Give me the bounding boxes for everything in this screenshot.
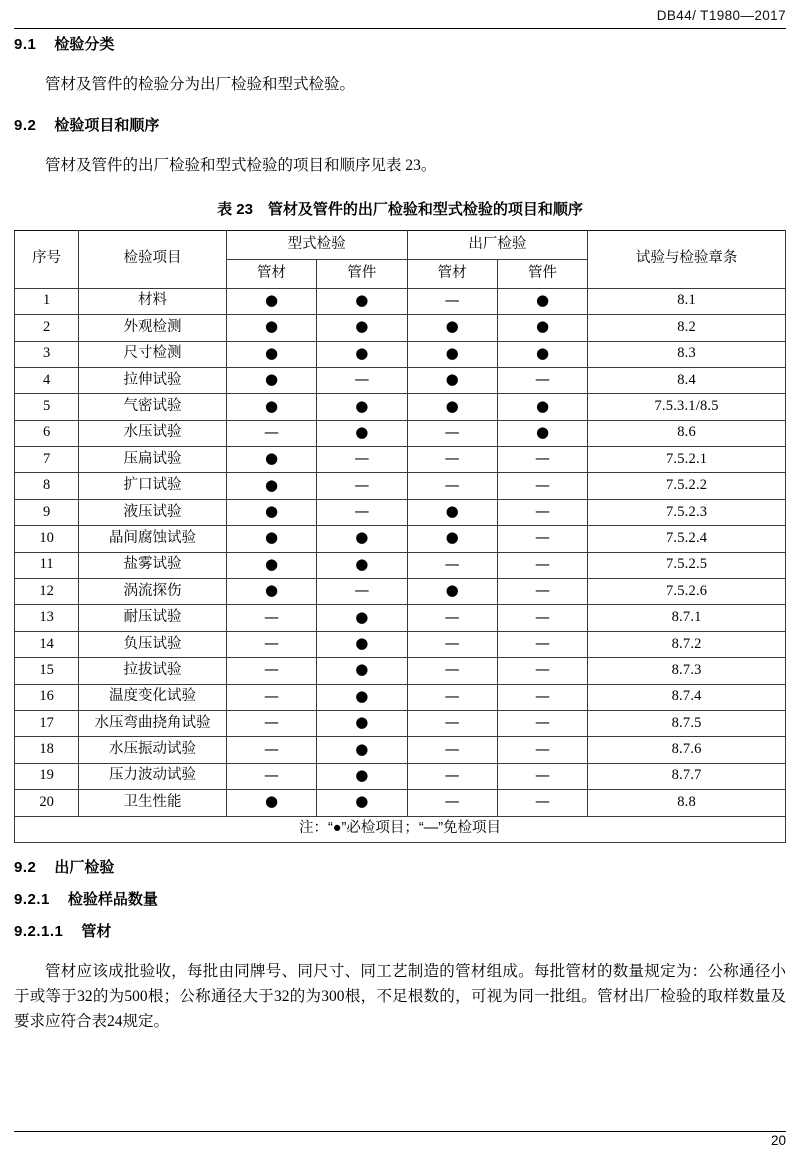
cell-type-pipe (226, 341, 316, 367)
col-header-factory-pipe: 管材 (407, 259, 497, 288)
cell-factory-fitting (497, 790, 587, 816)
cell-type-pipe (226, 394, 316, 420)
cell-reference: 8.7.4 (588, 684, 786, 710)
cell-item: 晶间腐蚀试验 (79, 526, 227, 552)
table-row (15, 526, 786, 552)
exempt-mark-icon: — (354, 370, 370, 389)
cell-type-fitting (317, 605, 407, 631)
cell-seq: 15 (15, 658, 79, 684)
exempt-mark-icon: — (535, 581, 551, 600)
cell-factory-pipe (407, 288, 497, 314)
cell-type-pipe (226, 315, 316, 341)
col-header-item: 检验项目 (79, 230, 227, 288)
required-mark-icon: ● (535, 343, 550, 362)
cell-type-pipe (226, 552, 316, 578)
table-row (15, 631, 786, 657)
cell-factory-fitting (497, 420, 587, 446)
cell-type-pipe (226, 288, 316, 314)
required-mark-icon: ● (445, 396, 459, 415)
cell-reference: 7.5.2.2 (588, 473, 786, 499)
cell-factory-pipe (407, 631, 497, 657)
col-header-reference: 试验与检验章条 (588, 230, 786, 288)
heading-9-2-1-title: 检验样品数量 (67, 890, 158, 908)
cell-reference: 8.4 (588, 367, 786, 393)
cell-reference: 8.7.1 (588, 605, 786, 631)
exempt-mark-icon: — (263, 713, 279, 732)
cell-seq: 5 (15, 394, 79, 420)
required-mark-icon: ● (535, 396, 550, 415)
paragraph-9-2-1-1: 管材应该成批验收，每批由同牌号、同尺寸、同工艺制造的管材组成。每批管材的数量规定为：公称通径小于或等于32的为500根；公称通径大于32的为300根，不足根数的，可视为同一批组。管材出厂检验的取样数量及要求应符合表24规定。 (14, 962, 786, 1031)
cell-type-fitting (317, 631, 407, 657)
cell-type-pipe (226, 367, 316, 393)
heading-9-2-1-number: 9.2.1 (14, 890, 50, 908)
cell-factory-fitting (497, 315, 587, 341)
exempt-mark-icon: — (444, 554, 460, 573)
cell-type-fitting (317, 658, 407, 684)
exempt-mark-icon: — (535, 607, 551, 626)
cell-item: 尺寸检测 (79, 341, 227, 367)
required-mark-icon: ● (355, 290, 369, 309)
exempt-mark-icon: — (535, 660, 551, 679)
required-mark-icon: ● (355, 634, 369, 653)
exempt-mark-icon: — (354, 581, 370, 600)
cell-type-pipe (226, 447, 316, 473)
cell-reference: 8.1 (588, 288, 786, 314)
table-23-body (15, 288, 786, 816)
cell-factory-fitting (497, 684, 587, 710)
exempt-mark-icon: — (263, 422, 279, 441)
cell-item: 温度变化试验 (79, 684, 227, 710)
required-mark-icon: ● (355, 792, 369, 811)
cell-factory-fitting (497, 473, 587, 499)
cell-type-pipe (226, 420, 316, 446)
cell-reference: 8.8 (588, 790, 786, 816)
required-mark-icon: ● (264, 581, 279, 600)
cell-factory-fitting (497, 658, 587, 684)
exempt-mark-icon: — (535, 475, 551, 494)
required-mark-icon: ● (264, 317, 279, 336)
required-mark-icon: ● (445, 502, 459, 521)
required-mark-icon: ● (445, 317, 459, 336)
cell-item: 耐压试验 (79, 605, 227, 631)
cell-item: 材料 (79, 288, 227, 314)
cell-type-pipe (226, 658, 316, 684)
cell-item: 液压试验 (79, 499, 227, 525)
page-header (14, 8, 786, 28)
cell-type-pipe (226, 605, 316, 631)
cell-item: 扩口试验 (79, 473, 227, 499)
table-23 (14, 230, 786, 843)
cell-factory-pipe (407, 763, 497, 789)
required-mark-icon: ● (355, 713, 369, 732)
cell-factory-pipe (407, 658, 497, 684)
cell-seq: 16 (15, 684, 79, 710)
cell-factory-fitting (497, 710, 587, 736)
table-23-caption: 表 23 管材及管件的出厂检验和型式检验的项目和顺序 (217, 201, 583, 219)
table-row (15, 710, 786, 736)
cell-seq: 17 (15, 710, 79, 736)
exempt-mark-icon: — (444, 765, 460, 784)
exempt-mark-icon: — (444, 660, 460, 679)
heading-9-2-1-1-number: 9.2.1.1 (14, 922, 64, 940)
cell-seq: 12 (15, 579, 79, 605)
cell-reference: 8.7.5 (588, 710, 786, 736)
heading-9-2-factory (14, 859, 786, 877)
cell-seq: 10 (15, 526, 79, 552)
exempt-mark-icon: — (444, 607, 460, 626)
exempt-mark-icon: — (354, 502, 370, 521)
cell-seq: 4 (15, 367, 79, 393)
required-mark-icon: ● (264, 792, 279, 811)
table-row (15, 420, 786, 446)
cell-reference: 8.7.2 (588, 631, 786, 657)
required-mark-icon: ● (355, 739, 369, 758)
cell-reference: 8.7.7 (588, 763, 786, 789)
cell-factory-fitting (497, 288, 587, 314)
cell-factory-fitting (497, 631, 587, 657)
cell-factory-pipe (407, 605, 497, 631)
table-row (15, 790, 786, 816)
cell-type-fitting (317, 710, 407, 736)
cell-type-pipe (226, 737, 316, 763)
cell-type-pipe (226, 473, 316, 499)
cell-factory-fitting (497, 737, 587, 763)
cell-type-pipe (226, 631, 316, 657)
table-row (15, 737, 786, 763)
cell-type-pipe (226, 710, 316, 736)
col-header-factory-inspection: 出厂检验 (407, 230, 588, 259)
cell-seq: 1 (15, 288, 79, 314)
col-header-type-inspection: 型式检验 (226, 230, 407, 259)
required-mark-icon: ● (264, 290, 279, 309)
required-mark-icon: ● (264, 475, 279, 494)
cell-seq: 3 (15, 341, 79, 367)
heading-9-2-1 (14, 891, 786, 909)
required-mark-icon: ● (264, 449, 279, 468)
page-content (14, 36, 786, 1034)
paragraph-9-2: 管材及管件的出厂检验和型式检验的项目和顺序见表 23。 (45, 157, 437, 175)
cell-item: 水压振动试验 (79, 737, 227, 763)
exempt-mark-icon: — (263, 660, 279, 679)
table-note: 注：“●”必检项目；“—”免检项目 (15, 816, 786, 842)
heading-9-2-1-1 (14, 923, 786, 941)
cell-type-fitting (317, 315, 407, 341)
exempt-mark-icon: — (535, 634, 551, 653)
exempt-mark-icon: — (444, 792, 460, 811)
cell-seq: 14 (15, 631, 79, 657)
exempt-mark-icon: — (444, 449, 460, 468)
exempt-mark-icon: — (444, 634, 460, 653)
table-row (15, 499, 786, 525)
cell-factory-pipe (407, 526, 497, 552)
cell-type-fitting (317, 499, 407, 525)
exempt-mark-icon: — (535, 528, 551, 547)
exempt-mark-icon: — (535, 502, 551, 521)
cell-item: 水压弯曲挠角试验 (79, 710, 227, 736)
table-row (15, 605, 786, 631)
cell-factory-pipe (407, 710, 497, 736)
required-mark-icon: ● (264, 528, 279, 547)
cell-type-pipe (226, 526, 316, 552)
cell-type-pipe (226, 790, 316, 816)
cell-factory-pipe (407, 420, 497, 446)
cell-type-fitting (317, 763, 407, 789)
cell-type-fitting (317, 684, 407, 710)
exempt-mark-icon: — (444, 686, 460, 705)
cell-type-pipe (226, 499, 316, 525)
exempt-mark-icon: — (354, 449, 370, 468)
cell-seq: 9 (15, 499, 79, 525)
cell-item: 压力波动试验 (79, 763, 227, 789)
cell-type-pipe (226, 684, 316, 710)
exempt-mark-icon: — (263, 765, 279, 784)
heading-9-2-factory-title: 出厂检验 (54, 858, 115, 876)
required-mark-icon: ● (355, 343, 369, 362)
cell-factory-pipe (407, 473, 497, 499)
exempt-mark-icon: — (535, 554, 551, 573)
heading-9-2-factory-number: 9.2 (14, 858, 37, 876)
table-row (15, 367, 786, 393)
col-header-factory-fitting: 管件 (497, 259, 587, 288)
table-header-row-1 (15, 230, 786, 259)
required-mark-icon: ● (264, 554, 279, 573)
cell-reference: 8.3 (588, 341, 786, 367)
exempt-mark-icon: — (535, 370, 551, 389)
required-mark-icon: ● (445, 528, 459, 547)
cell-reference: 8.6 (588, 420, 786, 446)
table-row (15, 341, 786, 367)
required-mark-icon: ● (264, 502, 279, 521)
table-row (15, 394, 786, 420)
cell-reference: 8.7.6 (588, 737, 786, 763)
cell-type-fitting (317, 288, 407, 314)
cell-factory-pipe (407, 367, 497, 393)
cell-factory-pipe (407, 447, 497, 473)
footer-rule (14, 1131, 786, 1132)
cell-factory-pipe (407, 552, 497, 578)
exempt-mark-icon: — (535, 713, 551, 732)
required-mark-icon: ● (355, 396, 369, 415)
cell-seq: 2 (15, 315, 79, 341)
heading-9-1 (14, 36, 786, 54)
exempt-mark-icon: — (535, 765, 551, 784)
exempt-mark-icon: — (535, 792, 551, 811)
cell-reference: 7.5.2.5 (588, 552, 786, 578)
exempt-mark-icon: — (444, 739, 460, 758)
required-mark-icon: ● (355, 686, 369, 705)
exempt-mark-icon: — (263, 634, 279, 653)
exempt-mark-icon: — (263, 739, 279, 758)
cell-reference: 7.5.2.4 (588, 526, 786, 552)
cell-seq: 11 (15, 552, 79, 578)
cell-seq: 7 (15, 447, 79, 473)
cell-factory-fitting (497, 605, 587, 631)
table-23-foot (15, 816, 786, 842)
exempt-mark-icon: — (263, 686, 279, 705)
cell-reference: 8.2 (588, 315, 786, 341)
cell-type-fitting (317, 579, 407, 605)
exempt-mark-icon: — (263, 607, 279, 626)
required-mark-icon: ● (445, 581, 459, 600)
cell-type-fitting (317, 420, 407, 446)
cell-factory-fitting (497, 367, 587, 393)
cell-reference: 7.5.2.6 (588, 579, 786, 605)
cell-type-fitting (317, 737, 407, 763)
cell-reference: 7.5.3.1/8.5 (588, 394, 786, 420)
required-mark-icon: ● (355, 317, 369, 336)
cell-factory-fitting (497, 763, 587, 789)
cell-item: 压扁试验 (79, 447, 227, 473)
cell-item: 涡流探伤 (79, 579, 227, 605)
cell-type-fitting (317, 447, 407, 473)
cell-item: 卫生性能 (79, 790, 227, 816)
table-row (15, 473, 786, 499)
exempt-mark-icon: — (444, 422, 460, 441)
heading-9-2-title: 检验项目和顺序 (54, 117, 160, 135)
paragraph-9-1: 管材及管件的检验分为出厂检验和型式检验。 (45, 76, 356, 93)
exempt-mark-icon: — (444, 713, 460, 732)
cell-item: 水压试验 (79, 420, 227, 446)
heading-9-2-1-1-title: 管材 (81, 922, 112, 940)
table-row (15, 447, 786, 473)
required-mark-icon: ● (535, 422, 550, 441)
table-23-head (15, 230, 786, 288)
cell-seq: 18 (15, 737, 79, 763)
required-mark-icon: ● (355, 660, 369, 679)
required-mark-icon: ● (355, 528, 369, 547)
page-number: 20 (770, 1133, 786, 1148)
cell-item: 拉拔试验 (79, 658, 227, 684)
required-mark-icon: ● (535, 290, 550, 309)
cell-item: 气密试验 (79, 394, 227, 420)
table-row (15, 288, 786, 314)
required-mark-icon: ● (445, 343, 459, 362)
cell-item: 负压试验 (79, 631, 227, 657)
cell-seq: 13 (15, 605, 79, 631)
standard-number: DB44/ T1980—2017 (656, 8, 786, 23)
cell-factory-fitting (497, 447, 587, 473)
cell-type-fitting (317, 790, 407, 816)
cell-seq: 19 (15, 763, 79, 789)
exempt-mark-icon: — (444, 290, 460, 309)
cell-factory-fitting (497, 341, 587, 367)
heading-9-2 (14, 117, 786, 135)
cell-reference: 8.7.3 (588, 658, 786, 684)
cell-factory-fitting (497, 499, 587, 525)
cell-factory-pipe (407, 737, 497, 763)
cell-factory-pipe (407, 394, 497, 420)
col-header-type-fitting: 管件 (317, 259, 407, 288)
cell-seq: 8 (15, 473, 79, 499)
cell-item: 外观检测 (79, 315, 227, 341)
page-footer (14, 1131, 786, 1155)
table-row (15, 579, 786, 605)
cell-type-fitting (317, 394, 407, 420)
cell-factory-pipe (407, 341, 497, 367)
exempt-mark-icon: — (354, 475, 370, 494)
col-header-seq: 序号 (15, 230, 79, 288)
required-mark-icon: ● (355, 765, 369, 784)
cell-factory-pipe (407, 579, 497, 605)
required-mark-icon: ● (264, 396, 279, 415)
required-mark-icon: ● (264, 343, 279, 362)
cell-seq: 6 (15, 420, 79, 446)
cell-reference: 7.5.2.3 (588, 499, 786, 525)
cell-type-fitting (317, 367, 407, 393)
cell-factory-fitting (497, 579, 587, 605)
table-note-row (15, 816, 786, 842)
table-row (15, 684, 786, 710)
cell-type-fitting (317, 473, 407, 499)
heading-9-1-title: 检验分类 (54, 36, 115, 53)
cell-factory-pipe (407, 315, 497, 341)
required-mark-icon: ● (355, 422, 369, 441)
heading-9-1-number: 9.1 (14, 36, 37, 53)
cell-factory-fitting (497, 526, 587, 552)
required-mark-icon: ● (445, 370, 459, 389)
cell-factory-fitting (497, 394, 587, 420)
cell-factory-pipe (407, 499, 497, 525)
cell-type-pipe (226, 763, 316, 789)
table-row (15, 763, 786, 789)
exempt-mark-icon: — (535, 449, 551, 468)
cell-seq: 20 (15, 790, 79, 816)
required-mark-icon: ● (535, 317, 550, 336)
required-mark-icon: ● (355, 607, 369, 626)
cell-reference: 7.5.2.1 (588, 447, 786, 473)
table-row (15, 552, 786, 578)
header-rule (14, 28, 786, 29)
exempt-mark-icon: — (535, 686, 551, 705)
col-header-type-pipe: 管材 (226, 259, 316, 288)
cell-item: 盐雾试验 (79, 552, 227, 578)
table-row (15, 315, 786, 341)
cell-item: 拉伸试验 (79, 367, 227, 393)
cell-type-fitting (317, 341, 407, 367)
exempt-mark-icon: — (444, 475, 460, 494)
table-row (15, 658, 786, 684)
cell-type-pipe (226, 579, 316, 605)
cell-factory-fitting (497, 552, 587, 578)
cell-factory-pipe (407, 684, 497, 710)
required-mark-icon: ● (355, 554, 369, 573)
exempt-mark-icon: — (535, 739, 551, 758)
required-mark-icon: ● (264, 370, 279, 389)
heading-9-2-number: 9.2 (14, 117, 37, 135)
cell-type-fitting (317, 552, 407, 578)
cell-factory-pipe (407, 790, 497, 816)
cell-type-fitting (317, 526, 407, 552)
